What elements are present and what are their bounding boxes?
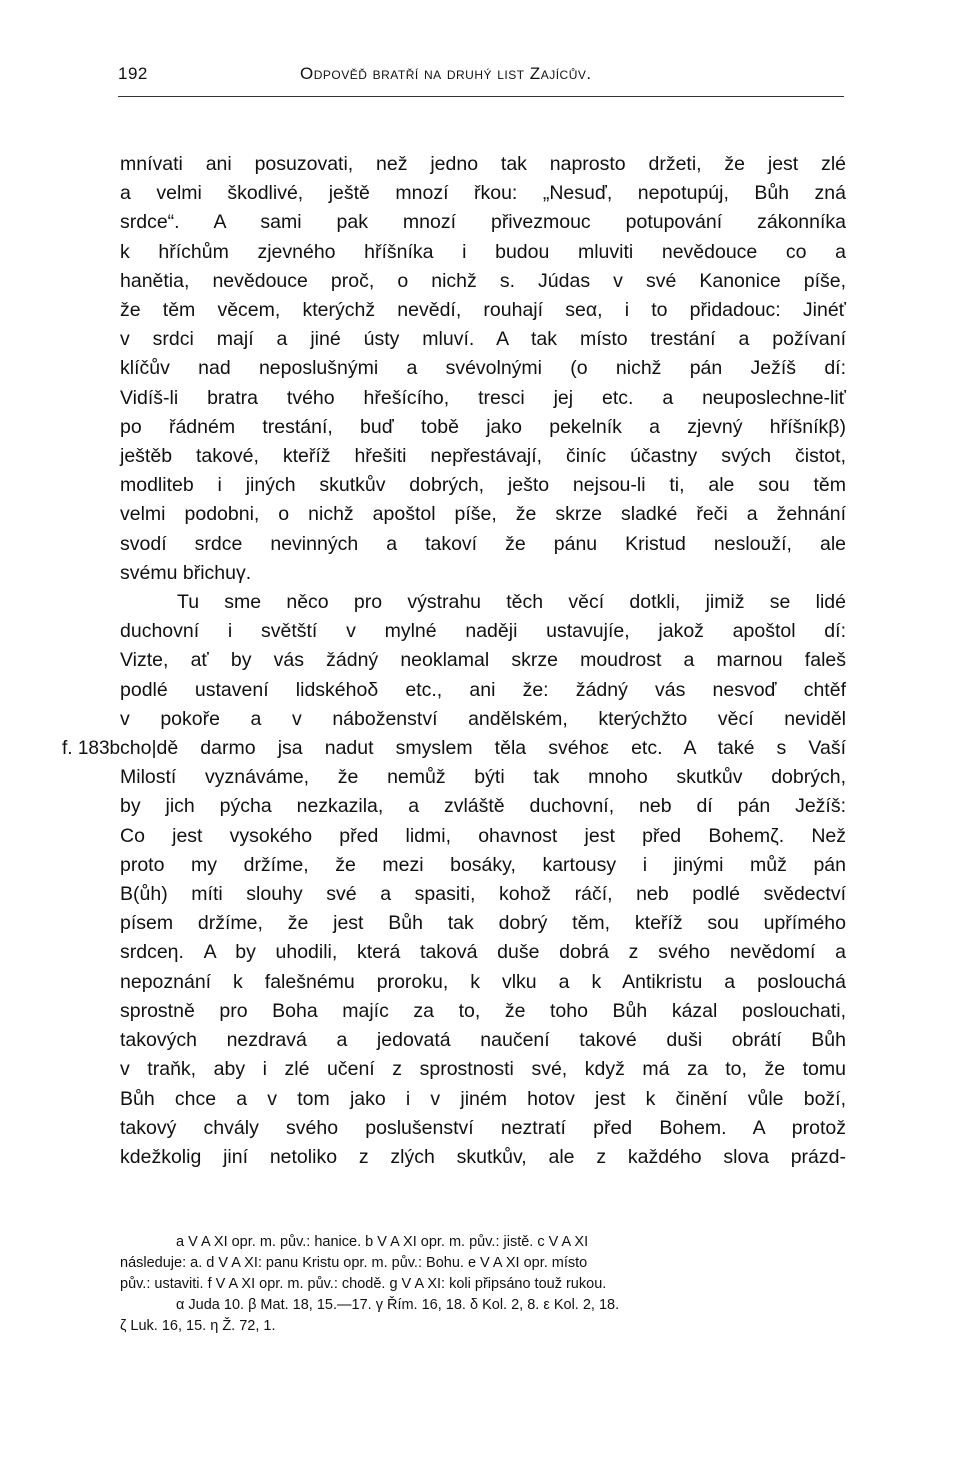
text-line: srdceη. A by uhodili, která taková duše dobrá z svého nevědomí a [120,941,846,964]
text-line: v pokoře a v náboženství andělském, kterýchžto věcí neviděl [120,707,846,730]
text-line: že těm věcem, kterýchž nevědí, rouhají seα, i to přidadouc: Jinéť [120,299,846,322]
text-line: Bůh chce a v tom jako i v jiném hotov jest k činění vůle boží, [120,1087,846,1110]
page-header [118,64,844,94]
footnotes [120,1232,848,1337]
text-line: modliteb i jiných skutkův dobrých, ješto nejsou-li ti, ale sou těm [120,474,846,497]
footnote-line: a V A XI opr. m. pův.: hanice. b V A XI opr. m. pův.: jistě. c V A XI [176,1234,589,1250]
text-line: duchovní i světští v mylné naději ustavujíe, jakož apoštol dí: [120,620,846,643]
text-line: k hříchům zjevného hříšníka i budou mluviti nevědouce co a [120,240,846,263]
text-line: ještěb takové, kteříž hřešiti nepřestávají, činíc účastny svých čistot, [120,445,846,468]
running-title: Odpověď bratří na druhý list Zajícův. [300,64,592,83]
text-line: mnívati ani posuzovati, než jedno tak naprosto držeti, že jest zlé [120,153,846,175]
footnote-line: α Juda 10. β Mat. 18, 15.—17. γ Řím. 16, 18. δ Kol. 2, 8. ε Kol. 2, 18. [176,1297,620,1313]
text-line: srdce“. A sami pak mnozí přivezmouc potupování zákonníka [120,211,846,234]
text-line: Vidíš-li bratra tvého hřešícího, tresci jej etc. a neuposlechne-liť [120,386,846,409]
text-line: písem držíme, že jest Bůh tak dobrý těm, kteříž sou upřímého [120,912,846,935]
text-line: hanětia, nevědouce proč, o nichž s. Júdas v své Kanonice píše, [120,269,846,292]
text-line: podlé ustavení lidskéhoδ etc., ani že: žádný vás nesvoď chtěf [120,678,846,701]
body-text [120,150,846,1172]
footnote-line: pův.: ustaviti. f V A XI opr. m. pův.: chodě. g V A XI: koli připsáno touž rukou. [120,1276,607,1292]
text-line: svodí srdce nevinných a takoví že pánu Kristud neslouží, ale [120,532,846,555]
text-line: proto my držíme, že mezi bosáky, kartousy i jinými můž pán [120,853,846,876]
text-line: Vizte, ať by vás žádný neoklamal skrze moudrost a marnou faleš [120,649,846,672]
text-line: takový chvály svého poslušenství neztratí před Bohem. A protož [120,1116,846,1139]
text-line: svému břichuγ. [120,561,252,584]
text-line: cho|dě darmo jsa nadut smyslem těla svéhoε etc. A také s Vaší [120,737,846,760]
text-line: kdežkolig jiní netoliko z zlých skutkův, ale z každého slova prázd- [120,1145,846,1168]
footnote-line: následuje: a. d V A XI: panu Kristu opr. m. pův.: Bohu. e V A XI opr. místo [120,1255,588,1271]
text-line: v traňk, aby i zlé učení z sprostnosti své, když má za to, že tomu [120,1058,846,1081]
header-rule [118,96,844,97]
text-line: velmi podobni, o nichž apoštol píše, že skrze sladké řeči a žehnání [120,503,846,526]
page-number: 192 [118,64,148,83]
text-line: klíčův nad neposlušnými a svévolnými (o nichž pán Ježíš dí: [120,357,846,380]
text-line: Co jest vysokého před lidmi, ohavnost jest před Bohemζ. Než [120,824,846,847]
text-line: by jich pýcha nezkazila, a zvláště duchovní, neb dí pán Ježíš: [120,795,846,818]
text-line: a velmi škodlivé, ještě mnozí řkou: „Nesuď, nepotupúj, Bůh zná [120,182,846,205]
text-line: po řádném trestání, buď tobě jako pekelník a zjevný hříšníkβ) [120,415,846,438]
text-line: Tu sme něco pro výstrahu těch věcí dotkli, jimiž se lidé [177,591,846,614]
text-line: B(ůh) míti slouhy své a spasiti, kohož ráčí, neb podlé svědectví [120,883,846,906]
text-line: nepoznání k falešnému proroku, k vlku a k Antikristu a poslouchá [120,970,846,993]
text-line: v srdci mají a jiné ústy mluví. A tak místo trestání a požívaní [120,328,846,351]
text-line: Milostí vyznáváme, že nemůž býti tak mnoho skutkův dobrých, [120,766,846,789]
text-line: sprostně pro Boha majíc za to, že toho Bůh kázal poslouchati, [120,999,846,1022]
margin-folio-note: f. 183b [62,738,121,759]
footnote-line: ζ Luk. 16, 15. η Ž. 72, 1. [120,1318,276,1334]
text-line: takových nezdravá a jedovatá naučení takové duši obrátí Bůh [120,1029,846,1052]
